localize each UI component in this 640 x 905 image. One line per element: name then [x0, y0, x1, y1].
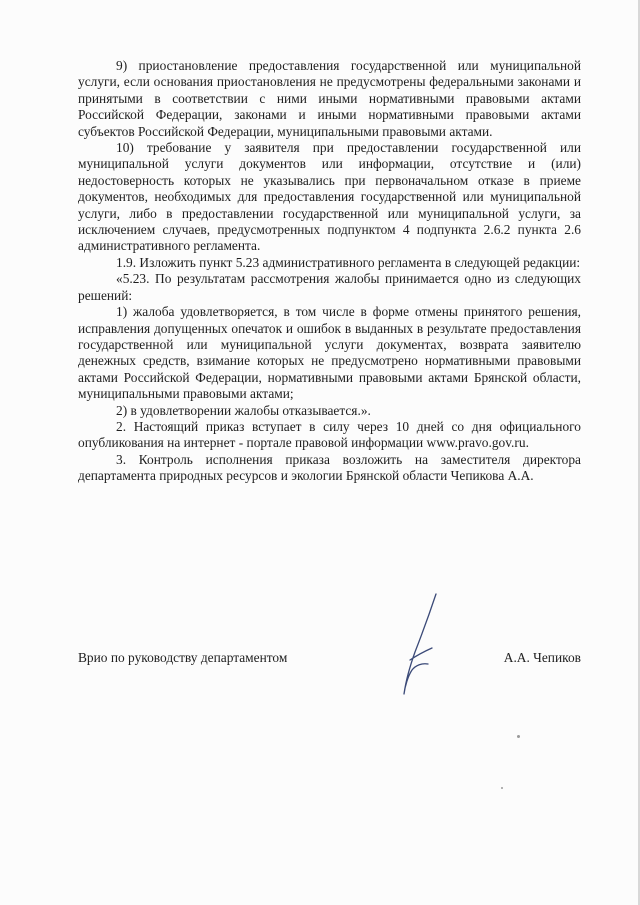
paragraph-item-9: 9) приостановление предоставления государственной или муниципальной услуги, если основания приостановления не предусмотрены федеральными законами и принятыми в соответствии с ними иными нормативными правовыми актами Российской Федерации, законами и иными нормативными правовыми актами субъектов Российской Федерации, муниципальными правовыми актами. — [78, 58, 581, 139]
handwritten-signature — [388, 590, 448, 700]
signer-name: А.А. Чепиков — [503, 650, 581, 665]
paragraph-decision-2: 2) в удовлетворении жалобы отказывается.». — [116, 402, 371, 418]
scan-speck — [501, 787, 503, 789]
signer-title: Врио по руководству департаментом — [78, 650, 288, 665]
paragraph-order-3: 3. Контроль исполнения приказа возложить на заместителя директора департамента природных ресурсов и экологии Брянской области Чепикова А.А. — [78, 451, 581, 484]
paragraph-clause-5-23: «5.23. По результатам рассмотрения жалобы принимается одно из следующих решений: — [78, 271, 581, 303]
paragraph-item-10: 10) требование у заявителя при предоставлении государственной или муниципальной услуги документов или информации, отсутствие и (или) недостоверность которых не указывались при первоначальном отказе в приеме документов, необходимых для предоставления государственной или муниципальной услуги, либо в предоставлении государственной или муниципальной услуги, за исключением случаев, предусмотренных подпунктом 4 подпункта 2.6.2 пункта 2.6 административного регламента. — [78, 140, 581, 254]
paragraph-decision-1: 1) жалоба удовлетворяется, в том числе в форме отмены принятого решения, исправления допущенных опечаток и ошибок в выданных в результате предоставления государственной или муниципальной услуги документах, возврата заявителю денежных средств, взимание которых не предусмотрено нормативными правовыми актами Российской Федерации, нормативными правовыми актами Брянской области, муниципальными правовыми актами; — [78, 304, 581, 402]
paragraph-order-2: 2. Настоящий приказ вступает в силу через 10 дней со дня официального опубликования на интернет - портале правовой информации www.pravo.gov.ru. — [78, 418, 581, 451]
scan-speck — [517, 735, 520, 738]
paragraph-amendment-1-9: 1.9. Изложить пункт 5.23 административного регламента в следующей редакции: — [116, 254, 581, 270]
document-body — [78, 58, 581, 485]
